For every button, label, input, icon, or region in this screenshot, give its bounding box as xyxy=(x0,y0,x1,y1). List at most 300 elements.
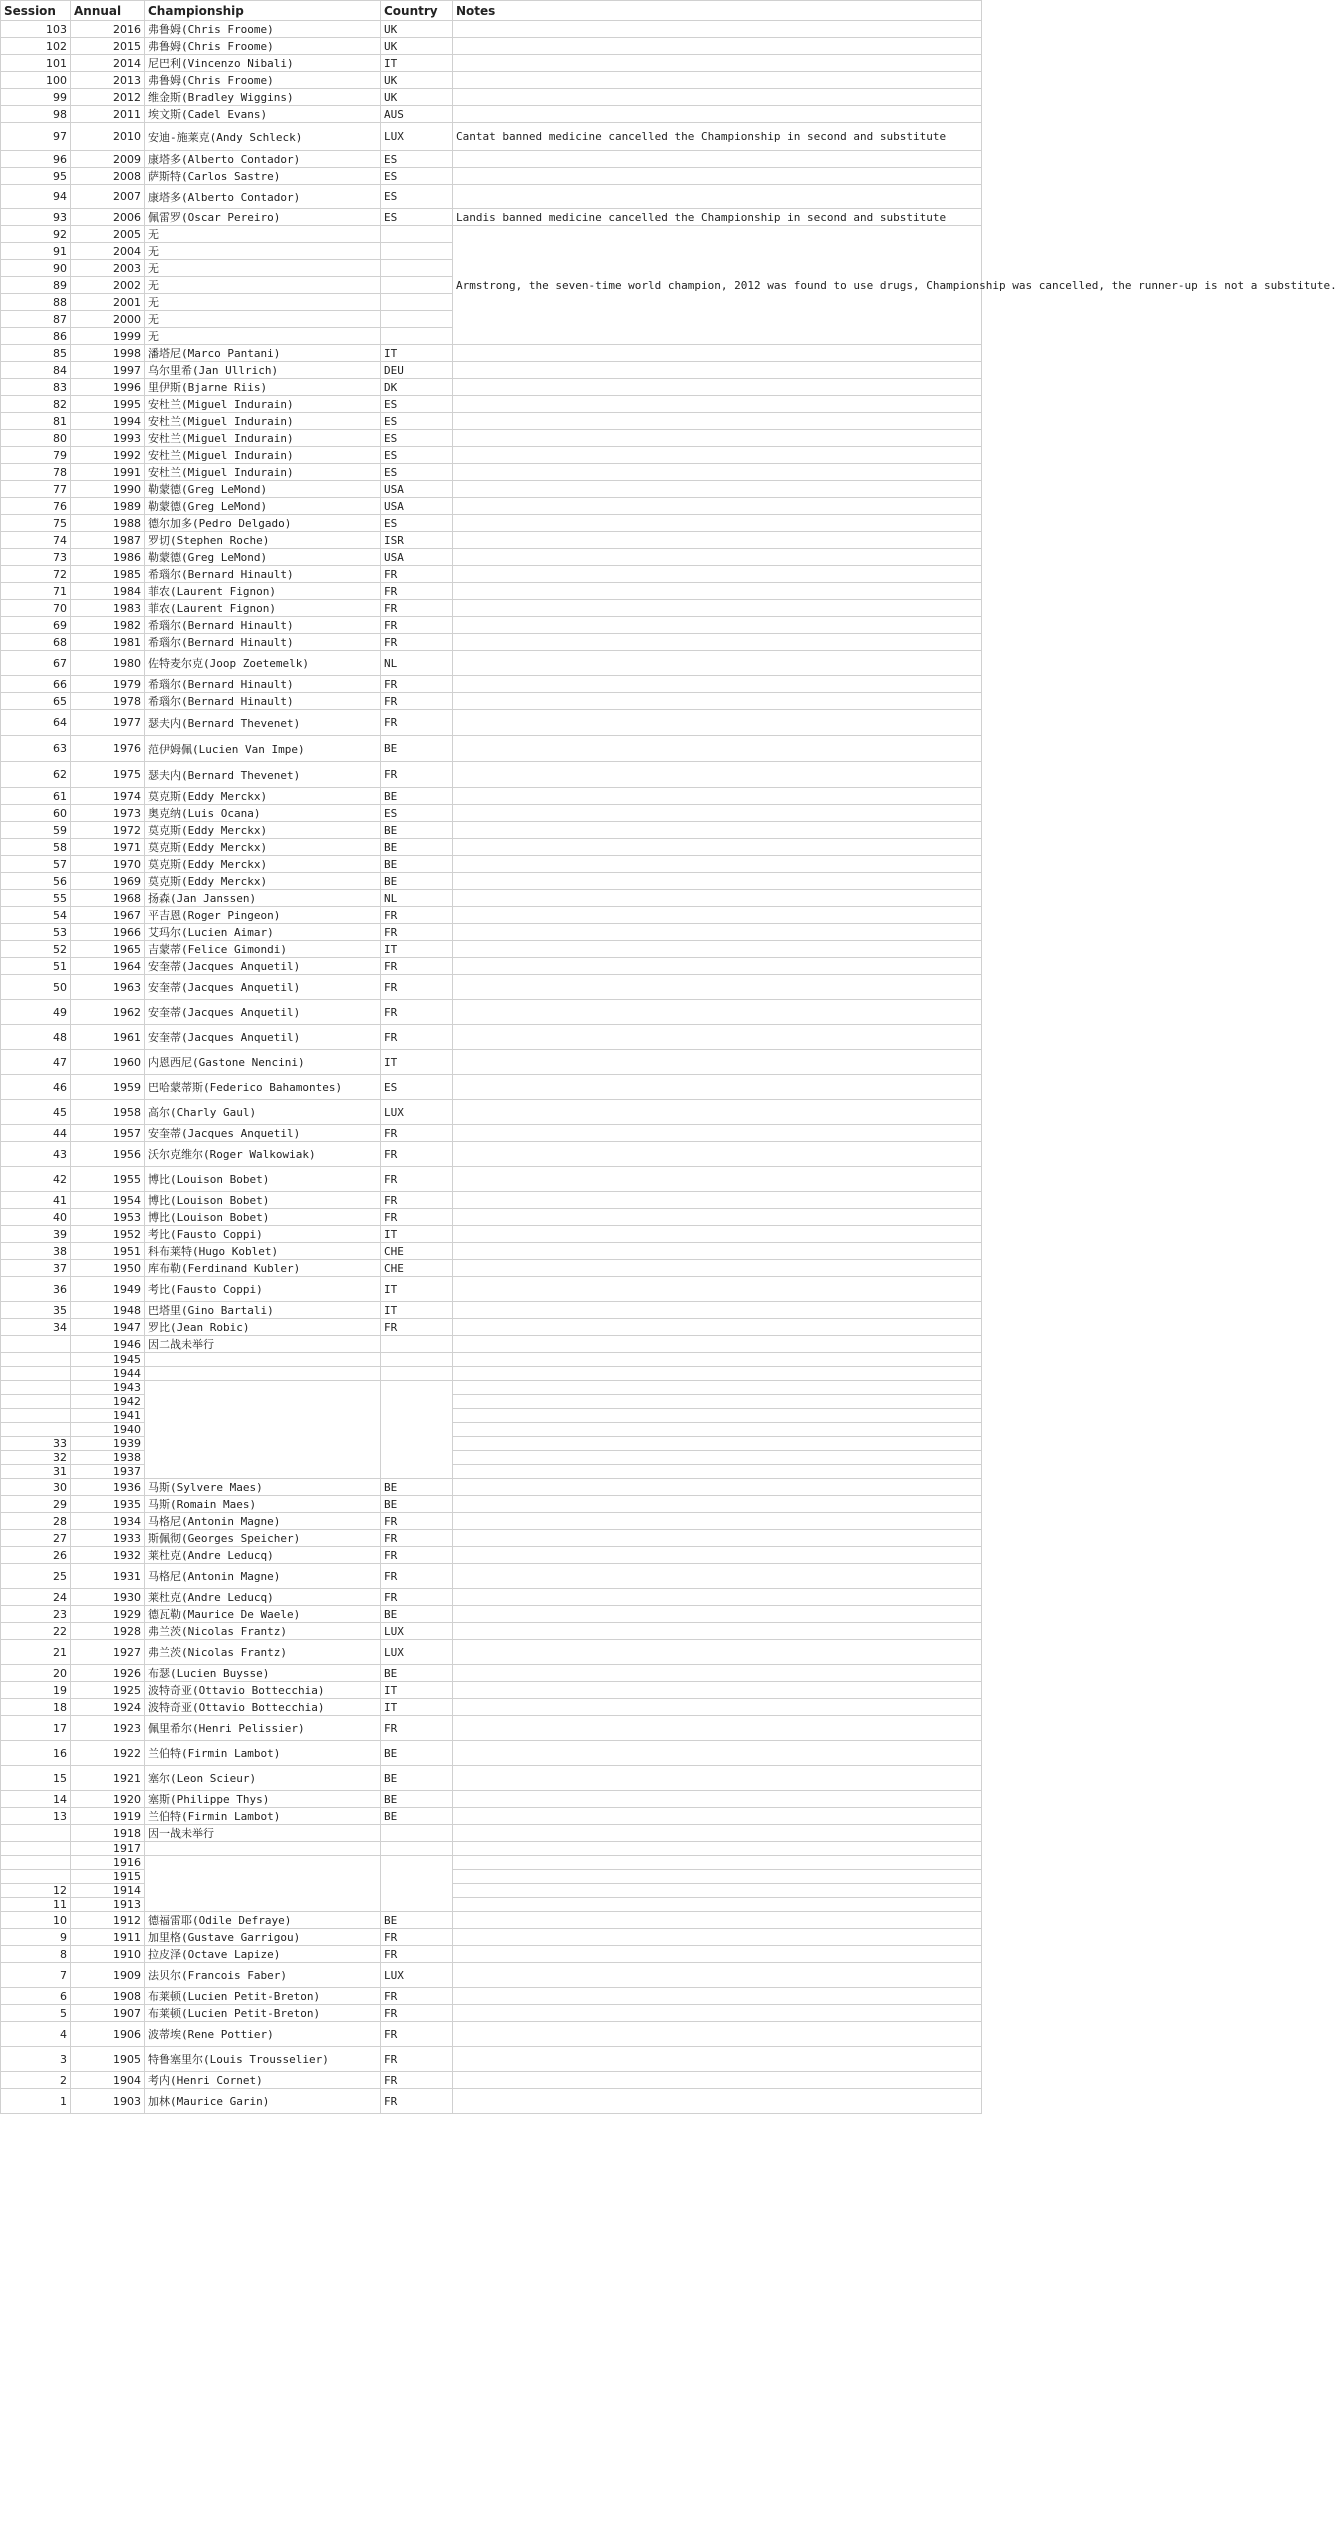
country-cell: BE xyxy=(381,1766,453,1791)
championship-cell: 菲农(Laurent Fignon) xyxy=(145,583,381,600)
session-cell: 11 xyxy=(1,1898,71,1912)
championship-cell: 德福雷耶(Odile Defraye) xyxy=(145,1912,381,1929)
session-cell: 15 xyxy=(1,1766,71,1791)
country-cell: FR xyxy=(381,600,453,617)
table-row xyxy=(1,532,982,549)
country-cell: FR xyxy=(381,924,453,941)
championship-cell: 弗兰茨(Nicolas Frantz) xyxy=(145,1640,381,1665)
notes-cell xyxy=(453,1192,982,1209)
country-cell: BE xyxy=(381,1479,453,1496)
table-row xyxy=(1,1564,982,1589)
table-row xyxy=(1,1547,982,1564)
session-cell xyxy=(1,1423,71,1437)
annual-cell: 2004 xyxy=(71,243,145,260)
session-cell xyxy=(1,1856,71,1870)
session-cell: 38 xyxy=(1,1243,71,1260)
session-cell: 21 xyxy=(1,1640,71,1665)
session-cell: 79 xyxy=(1,447,71,464)
championship-cell: 无 xyxy=(145,328,381,345)
annual-cell: 1971 xyxy=(71,839,145,856)
session-cell xyxy=(1,1870,71,1884)
notes-cell xyxy=(453,1988,982,2005)
championship-cell: 布莱顿(Lucien Petit-Breton) xyxy=(145,1988,381,2005)
table-row xyxy=(1,1682,982,1699)
table-row xyxy=(1,413,982,430)
table-row xyxy=(1,839,982,856)
table-row xyxy=(1,600,982,617)
annual-cell: 2005 xyxy=(71,226,145,243)
notes-cell xyxy=(453,1547,982,1564)
championship-cell: 德瓦勒(Maurice De Waele) xyxy=(145,1606,381,1623)
table-row xyxy=(1,1741,982,1766)
annual-cell: 1961 xyxy=(71,1025,145,1050)
notes-cell xyxy=(453,1437,982,1451)
notes-cell xyxy=(453,2022,982,2047)
annual-cell: 1935 xyxy=(71,1496,145,1513)
notes-cell xyxy=(453,72,982,89)
session-cell: 82 xyxy=(1,396,71,413)
annual-cell: 1919 xyxy=(71,1808,145,1825)
notes-cell xyxy=(453,1496,982,1513)
annual-cell: 1988 xyxy=(71,515,145,532)
session-cell: 55 xyxy=(1,890,71,907)
notes-cell xyxy=(453,941,982,958)
session-cell: 102 xyxy=(1,38,71,55)
notes-cell xyxy=(453,1699,982,1716)
country-cell: FR xyxy=(381,1142,453,1167)
notes-cell xyxy=(453,515,982,532)
notes-cell: Cantat banned medicine cancelled the Championship in second and substitute xyxy=(453,123,982,151)
table-row xyxy=(1,1209,982,1226)
table-row xyxy=(1,1000,982,1025)
annual-cell: 1992 xyxy=(71,447,145,464)
championship-cell: 莫克斯(Eddy Merckx) xyxy=(145,873,381,890)
notes-cell xyxy=(453,345,982,362)
annual-cell: 1942 xyxy=(71,1395,145,1409)
table-row xyxy=(1,1381,982,1395)
notes-cell xyxy=(453,1682,982,1699)
table-row xyxy=(1,1226,982,1243)
table-row xyxy=(1,123,982,151)
session-cell: 46 xyxy=(1,1075,71,1100)
championship-cell: 奥克纳(Luis Ocana) xyxy=(145,805,381,822)
championship-cell xyxy=(145,1381,381,1479)
annual-cell: 2001 xyxy=(71,294,145,311)
session-cell: 53 xyxy=(1,924,71,941)
notes-cell xyxy=(453,788,982,805)
header-country: Country xyxy=(381,1,453,21)
championship-cell: 科布莱特(Hugo Koblet) xyxy=(145,1243,381,1260)
notes-cell xyxy=(453,2072,982,2089)
country-cell: BE xyxy=(381,1741,453,1766)
notes-cell xyxy=(453,873,982,890)
country-cell xyxy=(381,1367,453,1381)
session-cell: 4 xyxy=(1,2022,71,2047)
annual-cell: 1958 xyxy=(71,1100,145,1125)
championship-cell: 弗鲁姆(Chris Froome) xyxy=(145,72,381,89)
notes-cell xyxy=(453,1381,982,1395)
country-cell: ES xyxy=(381,430,453,447)
header-session: Session xyxy=(1,1,71,21)
session-cell: 24 xyxy=(1,1589,71,1606)
country-cell: FR xyxy=(381,583,453,600)
championship-cell: 博比(Louison Bobet) xyxy=(145,1167,381,1192)
table-row xyxy=(1,447,982,464)
table-row xyxy=(1,2089,982,2114)
session-cell xyxy=(1,1409,71,1423)
annual-cell: 1917 xyxy=(71,1842,145,1856)
championship-cell: 艾玛尔(Lucien Aimar) xyxy=(145,924,381,941)
championship-cell: 马斯(Sylvere Maes) xyxy=(145,1479,381,1496)
notes-cell xyxy=(453,890,982,907)
country-cell: FR xyxy=(381,1530,453,1547)
notes-cell xyxy=(453,1050,982,1075)
table-row xyxy=(1,1988,982,2005)
championship-cell: 菲农(Laurent Fignon) xyxy=(145,600,381,617)
country-cell: FR xyxy=(381,2072,453,2089)
championship-cell: 里伊斯(Bjarne Riis) xyxy=(145,379,381,396)
annual-cell: 1911 xyxy=(71,1929,145,1946)
session-cell xyxy=(1,1842,71,1856)
championship-cell: 无 xyxy=(145,294,381,311)
annual-cell: 1959 xyxy=(71,1075,145,1100)
notes-cell xyxy=(453,1367,982,1381)
table-row xyxy=(1,1025,982,1050)
championship-cell: 马格尼(Antonin Magne) xyxy=(145,1564,381,1589)
annual-cell: 1973 xyxy=(71,805,145,822)
annual-cell: 2016 xyxy=(71,21,145,38)
country-cell xyxy=(381,1353,453,1367)
session-cell: 48 xyxy=(1,1025,71,1050)
notes-cell xyxy=(453,1260,982,1277)
table-row xyxy=(1,890,982,907)
annual-cell: 1947 xyxy=(71,1319,145,1336)
table-row xyxy=(1,185,982,209)
table-row xyxy=(1,2005,982,2022)
session-cell: 26 xyxy=(1,1547,71,1564)
championship-cell: 莫克斯(Eddy Merckx) xyxy=(145,788,381,805)
championship-cell: 考比(Fausto Coppi) xyxy=(145,1226,381,1243)
table-row xyxy=(1,693,982,710)
country-cell xyxy=(381,1842,453,1856)
annual-cell: 1927 xyxy=(71,1640,145,1665)
country-cell: UK xyxy=(381,89,453,106)
table-row xyxy=(1,924,982,941)
country-cell: USA xyxy=(381,549,453,566)
annual-cell: 1933 xyxy=(71,1530,145,1547)
table-row xyxy=(1,1142,982,1167)
table-row xyxy=(1,498,982,515)
annual-cell: 1903 xyxy=(71,2089,145,2114)
notes-cell xyxy=(453,1912,982,1929)
header-row xyxy=(1,1,982,21)
notes-cell xyxy=(453,1856,982,1870)
session-cell: 23 xyxy=(1,1606,71,1623)
table-row xyxy=(1,617,982,634)
country-cell: FR xyxy=(381,1988,453,2005)
notes-cell xyxy=(453,1100,982,1125)
notes-cell xyxy=(453,1842,982,1856)
notes-cell xyxy=(453,532,982,549)
notes-cell xyxy=(453,168,982,185)
country-cell: FR xyxy=(381,975,453,1000)
championship-cell: 罗比(Jean Robic) xyxy=(145,1319,381,1336)
country-cell xyxy=(381,226,453,243)
championship-cell: 希瑙尔(Bernard Hinault) xyxy=(145,676,381,693)
annual-cell: 1929 xyxy=(71,1606,145,1623)
championship-cell: 博比(Louison Bobet) xyxy=(145,1192,381,1209)
annual-cell: 1940 xyxy=(71,1423,145,1437)
country-cell: CHE xyxy=(381,1243,453,1260)
notes-cell xyxy=(453,651,982,676)
annual-cell: 1969 xyxy=(71,873,145,890)
notes-cell xyxy=(453,379,982,396)
country-cell: LUX xyxy=(381,1963,453,1988)
annual-cell: 1922 xyxy=(71,1741,145,1766)
notes-cell xyxy=(453,464,982,481)
country-cell: BE xyxy=(381,788,453,805)
country-cell: ES xyxy=(381,805,453,822)
table-row xyxy=(1,1766,982,1791)
session-cell: 6 xyxy=(1,1988,71,2005)
notes-cell xyxy=(453,2089,982,2114)
table-row xyxy=(1,1808,982,1825)
table-row xyxy=(1,1075,982,1100)
annual-cell: 1925 xyxy=(71,1682,145,1699)
championship-cell: 勒蒙德(Greg LeMond) xyxy=(145,481,381,498)
table-row xyxy=(1,1912,982,1929)
championship-cell: 佩里希尔(Henri Pelissier) xyxy=(145,1716,381,1741)
championship-cell: 勒蒙德(Greg LeMond) xyxy=(145,549,381,566)
session-cell: 91 xyxy=(1,243,71,260)
annual-cell: 1965 xyxy=(71,941,145,958)
session-cell xyxy=(1,1395,71,1409)
annual-cell: 1934 xyxy=(71,1513,145,1530)
table-row xyxy=(1,481,982,498)
country-cell: ES xyxy=(381,464,453,481)
country-cell: BE xyxy=(381,873,453,890)
country-cell: FR xyxy=(381,2047,453,2072)
championship-cell: 莱杜克(Andre Leducq) xyxy=(145,1589,381,1606)
country-cell: LUX xyxy=(381,1623,453,1640)
annual-cell: 1950 xyxy=(71,1260,145,1277)
notes-cell xyxy=(453,1716,982,1741)
session-cell: 75 xyxy=(1,515,71,532)
country-cell: FR xyxy=(381,676,453,693)
country-cell: NL xyxy=(381,890,453,907)
country-cell: UK xyxy=(381,72,453,89)
country-cell: FR xyxy=(381,1319,453,1336)
header-annual: Annual xyxy=(71,1,145,21)
annual-cell: 1912 xyxy=(71,1912,145,1929)
annual-cell: 1951 xyxy=(71,1243,145,1260)
session-cell: 95 xyxy=(1,168,71,185)
annual-cell: 1954 xyxy=(71,1192,145,1209)
notes-cell xyxy=(453,1589,982,1606)
notes-cell xyxy=(453,839,982,856)
championship-cell: 法贝尔(Francois Faber) xyxy=(145,1963,381,1988)
table-row xyxy=(1,362,982,379)
notes-cell xyxy=(453,566,982,583)
championship-cell: 考内(Henri Cornet) xyxy=(145,2072,381,2089)
country-cell: FR xyxy=(381,762,453,788)
session-cell: 16 xyxy=(1,1741,71,1766)
notes-cell xyxy=(453,975,982,1000)
annual-cell: 1990 xyxy=(71,481,145,498)
championship-cell: 弗鲁姆(Chris Froome) xyxy=(145,21,381,38)
table-row xyxy=(1,651,982,676)
session-cell: 45 xyxy=(1,1100,71,1125)
championship-cell: 库布勒(Ferdinand Kubler) xyxy=(145,1260,381,1277)
championship-cell: 莱杜克(Andre Leducq) xyxy=(145,1547,381,1564)
annual-cell: 1923 xyxy=(71,1716,145,1741)
table-row xyxy=(1,1699,982,1716)
country-cell: FR xyxy=(381,1513,453,1530)
table-row xyxy=(1,566,982,583)
country-cell: IT xyxy=(381,1302,453,1319)
annual-cell: 1975 xyxy=(71,762,145,788)
table-row xyxy=(1,736,982,762)
country-cell: FR xyxy=(381,1167,453,1192)
annual-cell: 1931 xyxy=(71,1564,145,1589)
championship-cell: 尼巴利(Vincenzo Nibali) xyxy=(145,55,381,72)
session-cell: 90 xyxy=(1,260,71,277)
notes-cell xyxy=(453,1530,982,1547)
country-cell: FR xyxy=(381,1000,453,1025)
country-cell: IT xyxy=(381,1226,453,1243)
championship-cell: 康塔多(Alberto Contador) xyxy=(145,185,381,209)
table-row xyxy=(1,975,982,1000)
championship-cell: 希瑙尔(Bernard Hinault) xyxy=(145,617,381,634)
session-cell: 49 xyxy=(1,1000,71,1025)
country-cell: IT xyxy=(381,1050,453,1075)
table-row xyxy=(1,1319,982,1336)
session-cell: 77 xyxy=(1,481,71,498)
table-row xyxy=(1,1496,982,1513)
table-row xyxy=(1,1367,982,1381)
championship-cell: 安杜兰(Miguel Indurain) xyxy=(145,396,381,413)
championship-cell: 康塔多(Alberto Contador) xyxy=(145,151,381,168)
annual-cell: 1976 xyxy=(71,736,145,762)
session-cell: 34 xyxy=(1,1319,71,1336)
notes-cell xyxy=(453,1963,982,1988)
session-cell: 51 xyxy=(1,958,71,975)
table-row xyxy=(1,1716,982,1741)
annual-cell: 1920 xyxy=(71,1791,145,1808)
notes-cell xyxy=(453,1929,982,1946)
notes-cell xyxy=(453,1243,982,1260)
table-row xyxy=(1,2072,982,2089)
session-cell: 33 xyxy=(1,1437,71,1451)
notes-cell xyxy=(453,447,982,464)
notes-cell xyxy=(453,1142,982,1167)
session-cell: 47 xyxy=(1,1050,71,1075)
country-cell: ES xyxy=(381,413,453,430)
annual-cell: 1955 xyxy=(71,1167,145,1192)
country-cell: FR xyxy=(381,566,453,583)
notes-cell xyxy=(453,1513,982,1530)
notes-cell xyxy=(453,1302,982,1319)
session-cell: 19 xyxy=(1,1682,71,1699)
annual-cell: 1908 xyxy=(71,1988,145,2005)
session-cell: 86 xyxy=(1,328,71,345)
session-cell: 94 xyxy=(1,185,71,209)
table-row xyxy=(1,788,982,805)
country-cell: IT xyxy=(381,55,453,72)
session-cell: 78 xyxy=(1,464,71,481)
championship-cell xyxy=(145,1842,381,1856)
table-row xyxy=(1,762,982,788)
session-cell: 85 xyxy=(1,345,71,362)
table-row xyxy=(1,55,982,72)
notes-cell xyxy=(453,1336,982,1353)
notes-cell xyxy=(453,151,982,168)
session-cell: 63 xyxy=(1,736,71,762)
session-cell: 60 xyxy=(1,805,71,822)
country-cell: LUX xyxy=(381,1640,453,1665)
table-row xyxy=(1,464,982,481)
annual-cell: 1932 xyxy=(71,1547,145,1564)
annual-cell: 1924 xyxy=(71,1699,145,1716)
championship-cell: 高尔(Charly Gaul) xyxy=(145,1100,381,1125)
country-cell: LUX xyxy=(381,1100,453,1125)
table-row xyxy=(1,583,982,600)
country-cell: ES xyxy=(381,515,453,532)
country-cell: ES xyxy=(381,151,453,168)
session-cell: 31 xyxy=(1,1465,71,1479)
session-cell: 32 xyxy=(1,1451,71,1465)
championship-cell: 扬森(Jan Janssen) xyxy=(145,890,381,907)
table-row xyxy=(1,106,982,123)
country-cell: LUX xyxy=(381,123,453,151)
championship-cell: 兰伯特(Firmin Lambot) xyxy=(145,1808,381,1825)
notes-cell xyxy=(453,1870,982,1884)
championship-cell: 莫克斯(Eddy Merckx) xyxy=(145,822,381,839)
session-cell: 100 xyxy=(1,72,71,89)
session-cell: 58 xyxy=(1,839,71,856)
session-cell xyxy=(1,1825,71,1842)
country-cell: IT xyxy=(381,941,453,958)
session-cell: 20 xyxy=(1,1665,71,1682)
session-cell: 14 xyxy=(1,1791,71,1808)
session-cell: 83 xyxy=(1,379,71,396)
championship-cell: 安奎蒂(Jacques Anquetil) xyxy=(145,1025,381,1050)
session-cell: 71 xyxy=(1,583,71,600)
country-cell: FR xyxy=(381,1589,453,1606)
country-cell: FR xyxy=(381,634,453,651)
table-row xyxy=(1,1530,982,1547)
annual-cell: 1972 xyxy=(71,822,145,839)
notes-cell xyxy=(453,481,982,498)
country-cell: ES xyxy=(381,168,453,185)
session-cell: 25 xyxy=(1,1564,71,1589)
session-cell xyxy=(1,1353,71,1367)
country-cell xyxy=(381,277,453,294)
championship-cell: 波特奇亚(Ottavio Bottecchia) xyxy=(145,1699,381,1716)
session-cell: 50 xyxy=(1,975,71,1000)
country-cell: ES xyxy=(381,447,453,464)
country-cell: AUS xyxy=(381,106,453,123)
notes-cell xyxy=(453,1808,982,1825)
annual-cell: 1964 xyxy=(71,958,145,975)
session-cell: 18 xyxy=(1,1699,71,1716)
table-row xyxy=(1,1929,982,1946)
header-championship: Championship xyxy=(145,1,381,21)
session-cell: 70 xyxy=(1,600,71,617)
annual-cell: 1918 xyxy=(71,1825,145,1842)
session-cell: 67 xyxy=(1,651,71,676)
table-row xyxy=(1,2022,982,2047)
